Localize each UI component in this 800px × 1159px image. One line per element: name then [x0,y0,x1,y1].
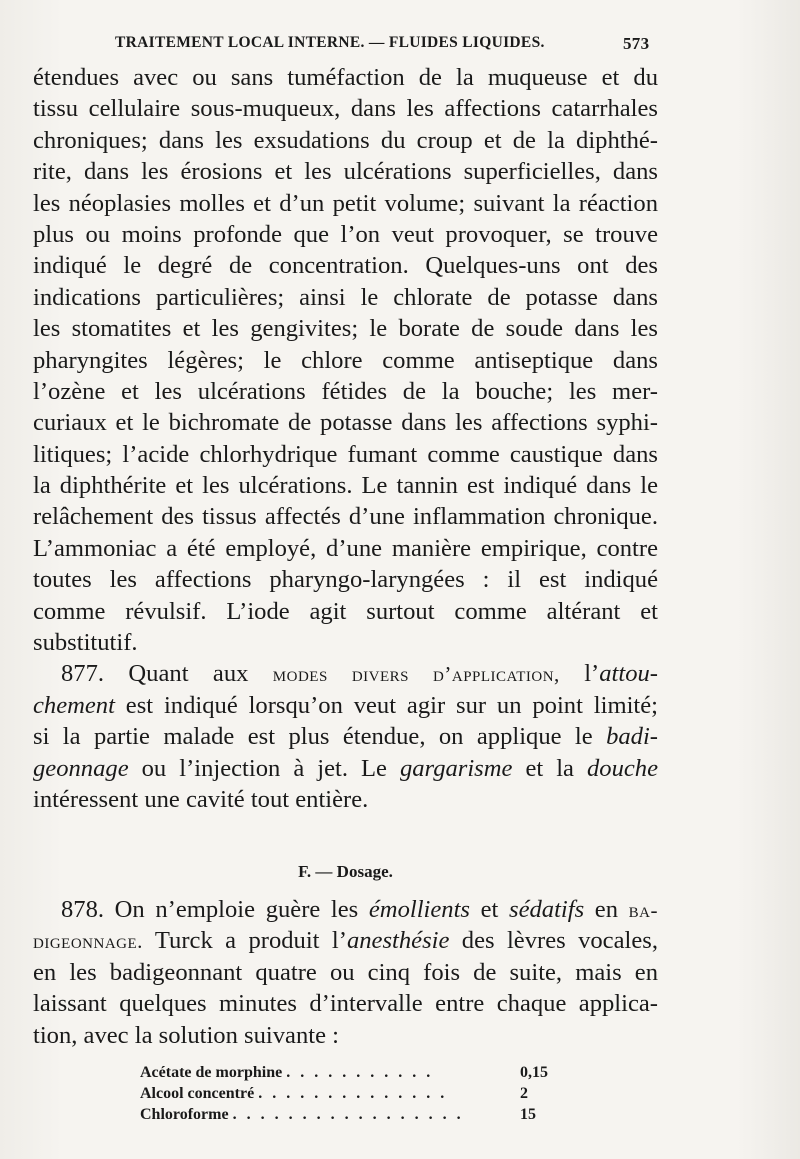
paragraph-line: rite, dans les érosions et les ulcérations superficielles, dans [33,158,658,186]
paragraph-line: comme révulsif. L’iode agit surtout comme altérant et [33,597,658,625]
paragraph-line: pharyngites légères; le chlore comme antiseptique dans [33,346,658,374]
page-number: 573 [623,34,650,53]
formula-row [140,1064,580,1085]
paragraph-877-line: si la partie malade est plus étendue, on applique le badi- [33,723,658,751]
paragraph-line: curiaux et le bichromate de potasse dans les affections syphi- [33,409,658,437]
paragraph-line: litiques; l’acide chlorhydrique fumant comme caustique dans [33,440,658,468]
paragraph-line: étendues avec ou sans tuméfaction de la muqueuse et du [33,64,658,91]
ingredient-name: Acétate de morphine [140,1064,283,1081]
paragraph-line: L’ammoniac a été employé, d’une manière empirique, contre [33,534,658,562]
section-heading: F. — Dosage. [298,862,393,881]
paragraph-line: relâchement des tissus affectés d’une inflammation chronique. [33,503,658,531]
ingredient-quantity: 15 [520,1106,536,1123]
paragraph-line: toutes les affections pharyngo-laryngées : il est indiqué [33,566,658,594]
paragraph-878 [33,894,658,1051]
formula-row [140,1085,580,1106]
paragraph-877-line: 877. Quant aux modes divers d’application, l’attou- [61,660,658,688]
paragraph-878-line: laissant quelques minutes d’intervalle entre chaque applica- [33,990,658,1018]
running-title: TRAITEMENT LOCAL INTERNE. — FLUIDES LIQUIDES. [115,34,545,51]
ingredient-quantity: 2 [520,1085,528,1102]
paragraph-878-line: en les badigeonnant quatre ou cinq fois de suite, mais en [33,958,658,986]
paragraph-877-line: chement est indiqué lorsqu’on veut agir sur un point limité; [33,691,658,719]
paragraph-878-line: digeonnage. Turck a produit l’anesthésie des lèvres vocales, [33,927,658,955]
paragraph-line: l’ozène et les ulcérations fétides de la bouche; les mer- [33,377,658,405]
ingredient-name: Chloroforme [140,1106,229,1123]
formula-row [140,1106,580,1127]
prescription-formula [140,1064,580,1127]
paragraph-line: la diphthérite et les ulcérations. Le tannin est indiqué dans le [33,472,658,500]
body-text [33,62,659,1049]
paragraph-878-line: tion, avec la solution suivante : [33,1021,339,1049]
paragraph-line: chroniques; dans les exsudations du croup et de la diphthé- [33,126,658,154]
paragraph-line: les stomatites et les gengivites; le borate de soude dans les [33,315,658,343]
ingredient-name: Alcool concentré [140,1085,255,1102]
paragraph-line: indications particulières; ainsi le chlorate de potasse dans [33,283,658,311]
leader-dots: . . . . . . . . . . . . . . . . . [232,1106,464,1123]
paragraph-line: tissu cellulaire sous-muqueux, dans les affections catarrhales [33,95,658,123]
paragraph-line: plus ou moins profonde que l’on veut provoquer, se trouve [33,220,658,248]
paragraph-line: indiqué le degré de concentration. Quelques-uns ont des [33,252,658,280]
ingredient-quantity: 0,15 [520,1064,548,1081]
paragraph-continuation [33,62,658,658]
leader-dots: . . . . . . . . . . . . . . [258,1085,448,1102]
paragraph-877-line: geonnage ou l’injection à jet. Le gargarisme et la douche [33,754,658,782]
paragraph-878-line: 878. On n’emploie guère les émollients et sédatifs en ba- [61,896,659,923]
paragraph-line: substitutif. [33,629,138,657]
paragraph-line: les néoplasies molles et d’un petit volume; suivant la réaction [33,189,658,217]
paragraph-877-line: intéressent une cavité tout entière. [33,785,369,813]
leader-dots: . . . . . . . . . . . [286,1064,434,1081]
